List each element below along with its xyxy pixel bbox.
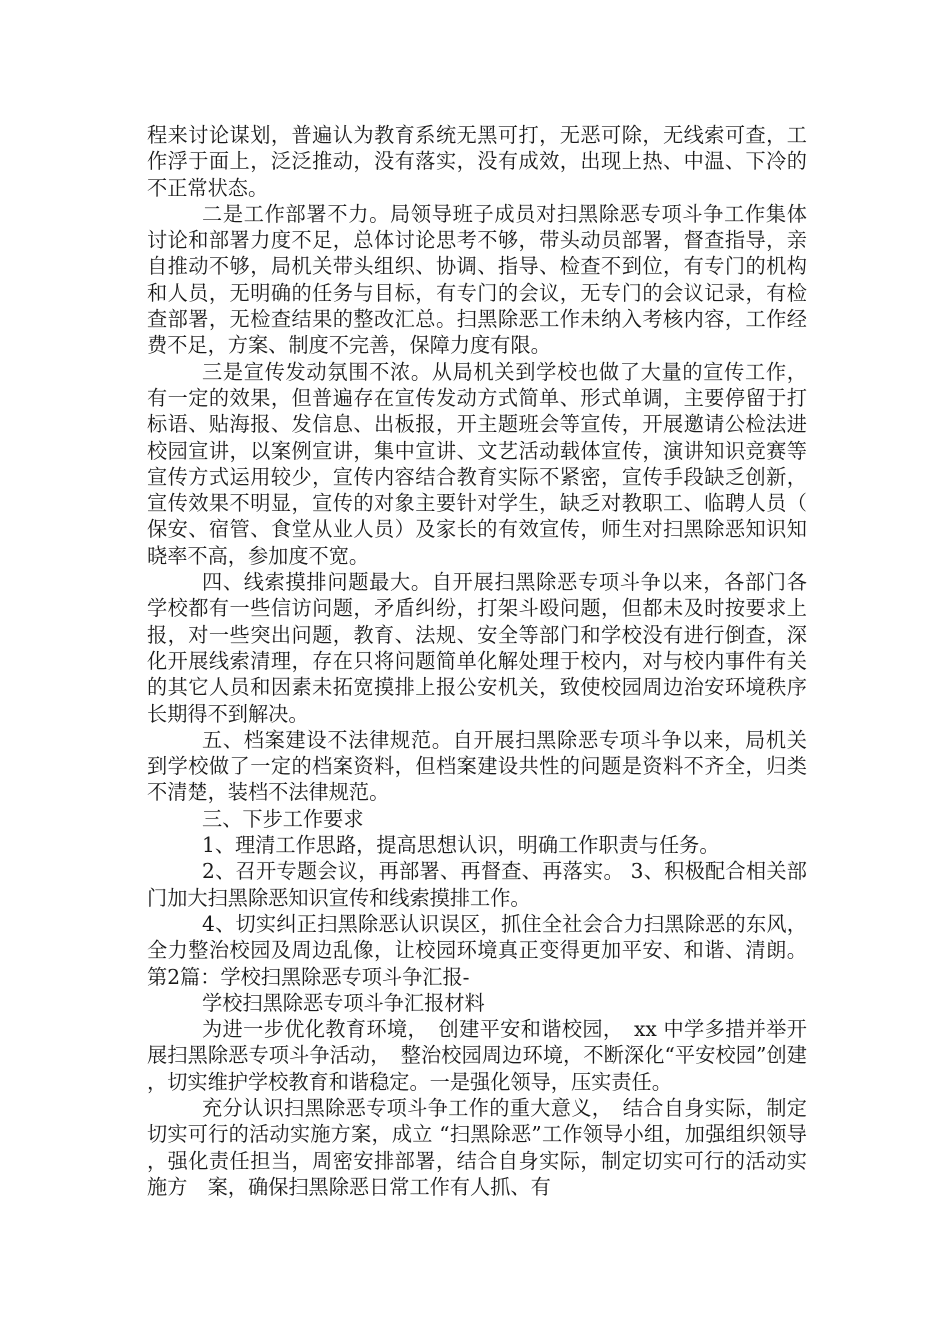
paragraph-2: 二是工作部署不力。局领导班子成员对扫黑除恶专项斗争工作集体讨论和部署力度不足，总体讨论思考不够，带头动员部署，督查指导，亲自推动不够，局机关带头组织、协调、指导、检查不到位，有专门的机构和人员，无明确的任务与目标，有专门的会议，无专门的会议记录，有检查部署，无检查结果的整改汇总。扫黑除恶工作未纳入考核内容，工作经费不足，方案、制度不完善，保障力度有限。	[147, 201, 807, 358]
list-item-1: 1、理清工作思路，提高思想认识，明确工作职责与任务。	[202, 833, 720, 858]
list-item-2-3: 2、召开专题会议，再部署、再督查、再落实。 3、积极配合相关部门加大扫黑除恶知识宣传和线索摸排工作。	[147, 859, 807, 910]
paragraph-intro: 为进一步优化教育环境， 创建平安和谐校园， xx 中学多措并举开展扫黑除恶专项斗争活动， 整治校园周边环境，不断深化“平安校园”创建，切实维护学校教育和谐稳定。一是强化领导，压实责任。	[147, 1017, 807, 1094]
paragraph-last: 充分认识扫黑除恶专项斗争工作的重大意义， 结合自身实际，制定切实可行的活动实施方案，成立 “扫黑除恶”工作领导小组，加强组织领导，强化责任担当，周密安排部署，结合自身实际，制定切实可行的活动实施方 案，确保扫黑除恶日常工作有人抓、有	[147, 1095, 807, 1199]
document-body	[147, 122, 807, 1200]
section-heading-next-steps: 三、下步工作要求	[202, 806, 364, 831]
paragraph-5: 五、档案建设不法律规范。自开展扫黑除恶专项斗争以来，局机关到学校做了一定的档案资料，但档案建设共性的问题是资料不齐全，归类不清楚，装档不法律规范。	[147, 727, 807, 805]
paragraph-3: 三是宣传发动氛围不浓。从局机关到学校也做了大量的宣传工作，有一定的效果，但普遍存在宣传发动方式简单、形式单调，主要停留于打标语、贴海报、发信息、出板报，开主题班会等宣传，开展邀请公检法进校园宣讲，以案例宣讲，集中宣讲、文艺活动载体宣传，演讲知识竞赛等宣传方式运用较少，宣传内容结合教育实际不紧密，宣传手段缺乏创新，宣传效果不明显，宣传的对象主要针对学生，缺乏对教职工、临聘人员（保安、宿管、食堂从业人员）及家长的有效宣传，师生对扫黑除恶知识知晓率不高，参加度不宽。	[147, 359, 807, 568]
article-title: 学校扫黑除恶专项斗争汇报材料	[202, 990, 485, 1015]
paragraph-4: 四、线索摸排问题最大。自开展扫黑除恶专项斗争以来，各部门各学校都有一些信访问题，矛盾纠纷，打架斗殴问题，但都未及时按要求上报，对一些突出问题，教育、法规、安全等部门和学校没有进行倒查，深化开展线索清理，存在只将问题简单化解处理于校内，对与校内事件有关的其它人员和因素未拓宽摸排上报公安机关，致使校园周边治安环境秩序长期得不到解决。	[147, 570, 807, 726]
list-item-4: 4、切实纠正扫黑除恶认识误区，抓住全社会合力扫黑除恶的东风，全力整治校园及周边乱像，让校园环境真正变得更加平安、和谐、清朗。第2篇：学校扫黑除恶专项斗争汇报-	[147, 911, 807, 989]
paragraph-1: 程来讨论谋划，普遍认为教育系统无黑可打，无恶可除，无线索可查，工作浮于面上，泛泛推动，没有落实，没有成效，出现上热、中温、下冷的不正常状态。	[147, 123, 807, 200]
